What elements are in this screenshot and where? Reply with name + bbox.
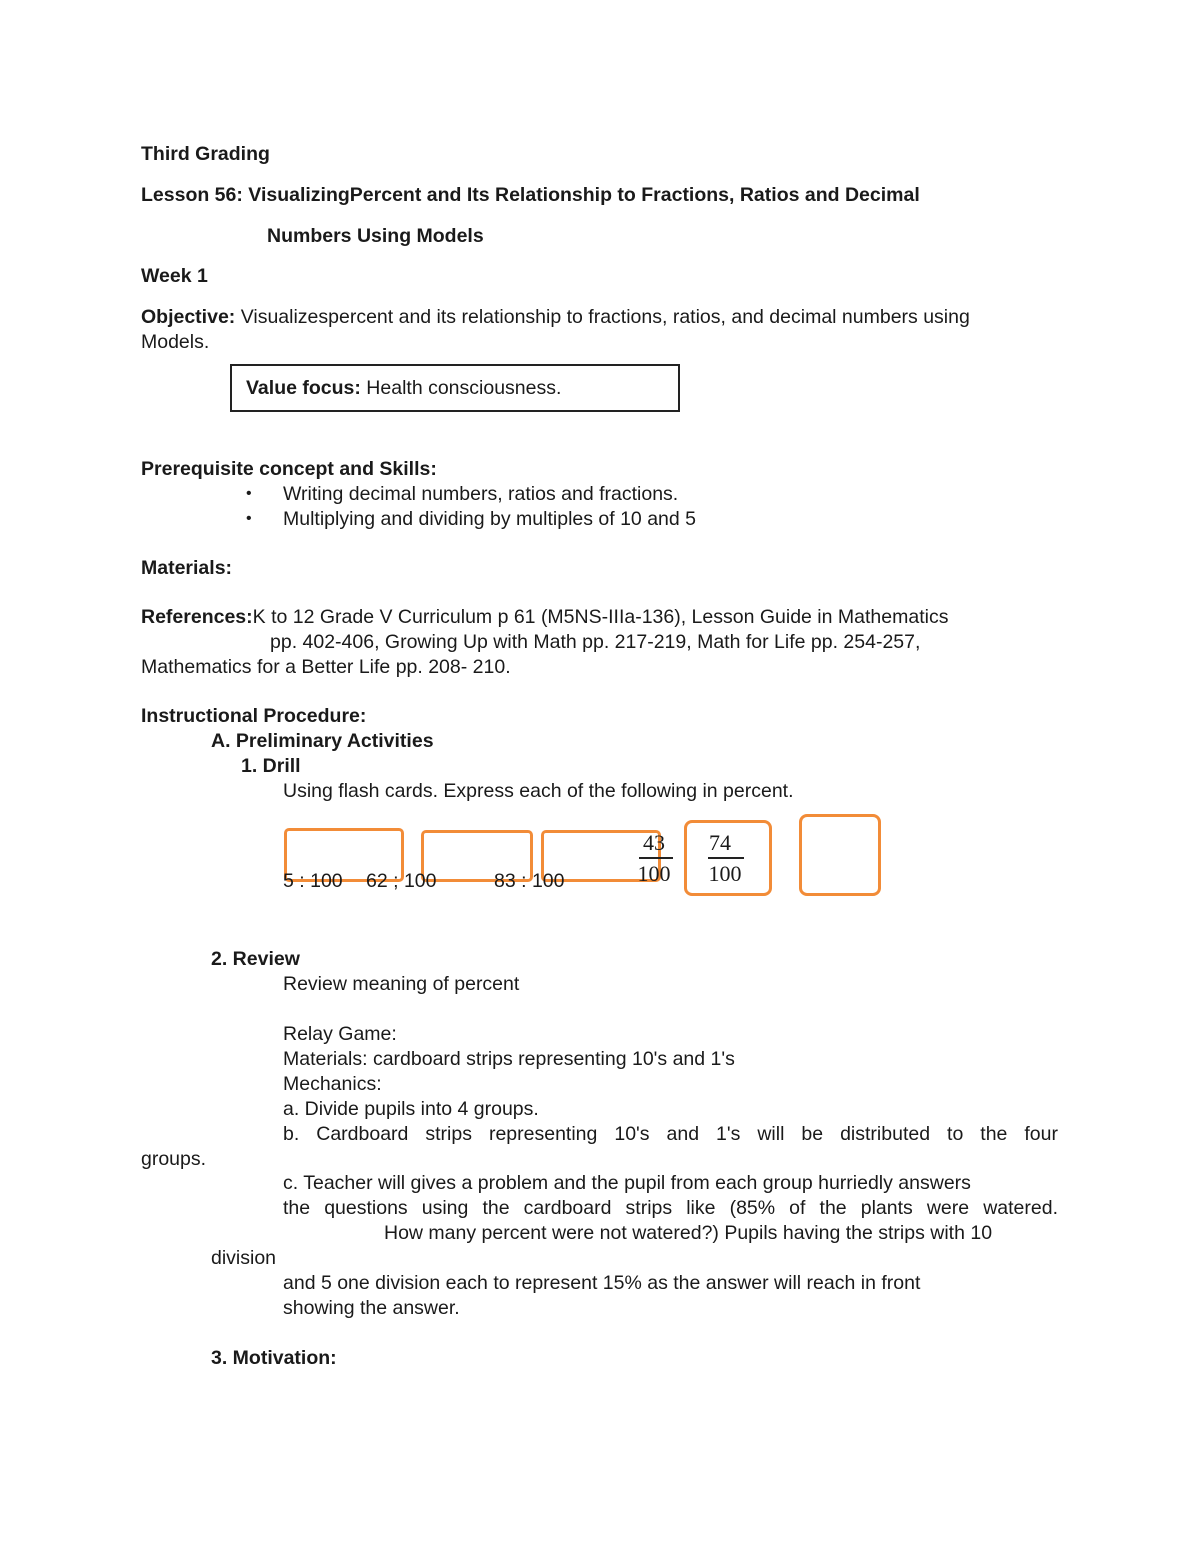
fraction-numerator: 74 <box>709 830 731 855</box>
fraction-denominator: 100 <box>637 861 671 886</box>
mechanics-step-continued: groups. <box>141 1148 207 1170</box>
references-text: K to 12 Grade V Curriculum p 61 (M5NS-IIIa-136), Lesson Guide in Mathematics <box>252 606 949 628</box>
references-label: References: <box>141 606 253 628</box>
objective-label: Objective: <box>141 306 236 328</box>
value-focus-label: Value focus: <box>246 377 361 399</box>
ratio-card-text: 83 : 100 <box>494 870 565 892</box>
materials-heading: Materials: <box>141 557 233 579</box>
value-focus-line <box>246 376 561 400</box>
fraction-bar <box>639 857 673 859</box>
references-text-continued: pp. 402-406, Growing Up with Math pp. 217-219, Math for Life pp. 254-257, <box>270 631 921 653</box>
drill-heading: 1. Drill <box>241 755 301 777</box>
section-a-heading: A. Preliminary Activities <box>211 730 434 752</box>
flash-card-empty <box>799 814 881 896</box>
objective-line <box>141 305 970 329</box>
bullet-icon: • <box>246 485 252 502</box>
bullet-icon: • <box>246 510 252 527</box>
mechanics-step-continued: How many percent were not watered?) Pupils having the strips with 10 <box>384 1222 993 1244</box>
grading-title: Third Grading <box>141 143 270 165</box>
lesson-title-continued: Numbers Using Models <box>267 225 484 247</box>
mechanics-step: c. Teacher will gives a problem and the pupil from each group hurriedly answers <box>283 1172 971 1194</box>
mechanics-step-continued: showing the answer. <box>283 1297 460 1319</box>
mechanics-step: a. Divide pupils into 4 groups. <box>283 1098 539 1120</box>
mechanics-label: Mechanics: <box>283 1073 382 1095</box>
fraction-bar <box>708 857 744 859</box>
prerequisite-item: Writing decimal numbers, ratios and fractions. <box>283 483 679 505</box>
motivation-heading: 3. Motivation: <box>211 1347 337 1369</box>
references-text-continued: Mathematics for a Better Life pp. 208- 210. <box>141 656 511 678</box>
review-heading: 2. Review <box>211 948 300 970</box>
relay-game-label: Relay Game: <box>283 1023 397 1045</box>
fraction-denominator: 100 <box>708 861 742 886</box>
drill-instruction: Using flash cards. Express each of the following in percent. <box>283 780 794 802</box>
ratio-card-text: 5 : 100 <box>283 870 343 892</box>
value-focus-text: Health consciousness. <box>360 377 562 399</box>
relay-materials: Materials: cardboard strips representing 10's and 1's <box>283 1048 735 1070</box>
objective-text: Visualizespercent and its relationship to fractions, ratios, and decimal numbers using <box>235 306 970 328</box>
ratio-card-text: 62 ; 100 <box>366 870 437 892</box>
mechanics-step: b. Cardboard strips representing 10's and 1's will be distributed to the four <box>283 1123 1058 1145</box>
mechanics-step-continued: the questions using the cardboard strips like (85% of the plants were watered. <box>283 1197 1058 1219</box>
lesson-title: Lesson 56: VisualizingPercent and Its Relationship to Fractions, Ratios and Decimal <box>141 184 920 206</box>
review-meaning: Review meaning of percent <box>283 973 520 995</box>
references-line <box>141 605 948 629</box>
mechanics-step-continued: division <box>211 1247 277 1269</box>
procedure-heading: Instructional Procedure: <box>141 705 367 727</box>
prerequisite-heading: Prerequisite concept and Skills: <box>141 458 437 480</box>
prerequisite-item: Multiplying and dividing by multiples of 10 and 5 <box>283 508 696 530</box>
fraction-numerator: 43 <box>643 830 665 855</box>
mechanics-step-continued: and 5 one division each to represent 15% as the answer will reach in front <box>283 1272 921 1294</box>
week-label: Week 1 <box>141 265 208 287</box>
objective-text-continued: Models. <box>141 331 210 353</box>
